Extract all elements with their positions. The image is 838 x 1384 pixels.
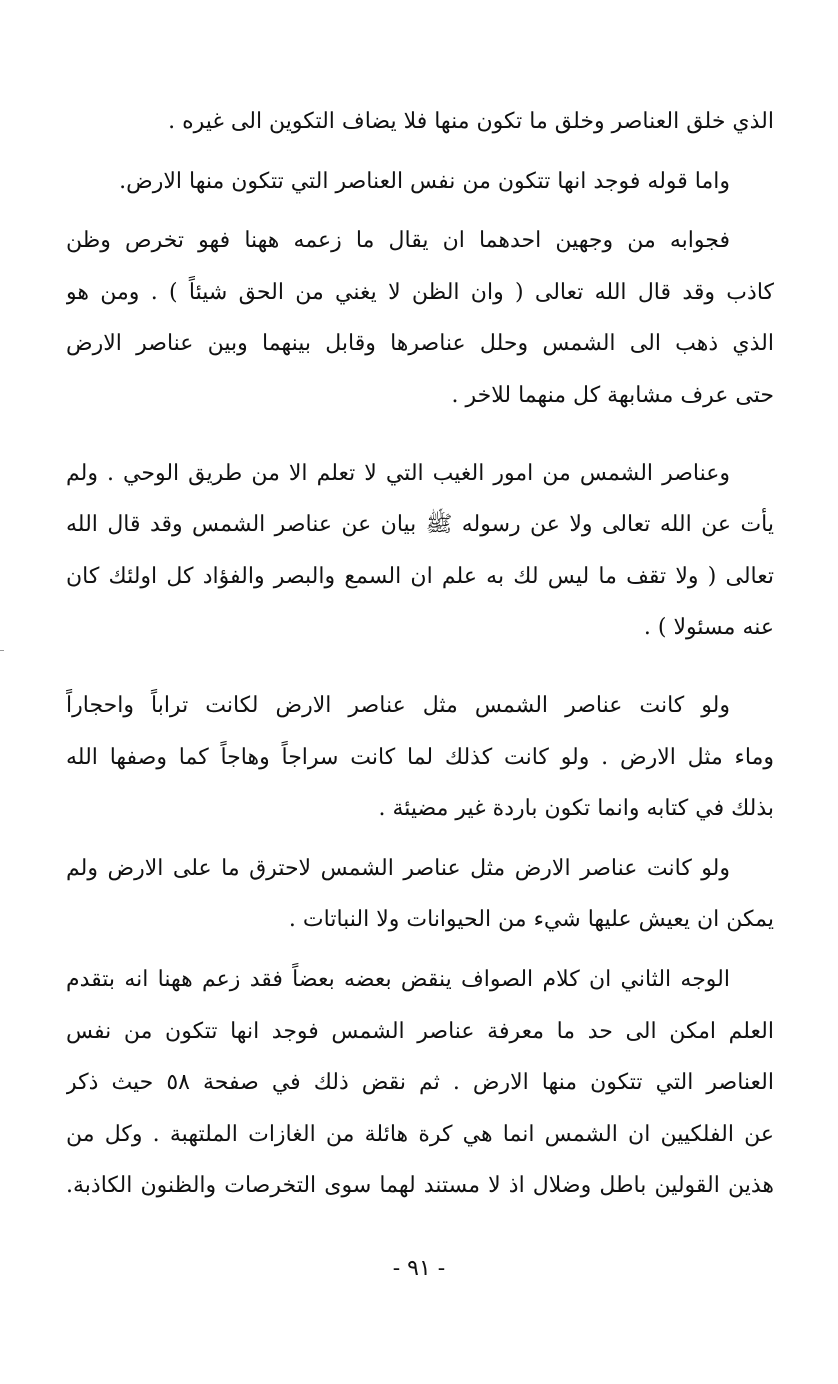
text-line: عنه مسئولا ) . bbox=[643, 615, 774, 641]
page-number: - ٩١ - bbox=[392, 1256, 446, 1281]
text-line: تعالى ( ولا تقف ما ليس لك به علم ان السمع والبصر والفؤاد كل اولئك كان bbox=[66, 563, 774, 589]
paragraph-7 bbox=[66, 954, 774, 1212]
paragraph-6 bbox=[66, 843, 774, 946]
text-line: العلم امكن الى حد ما معرفة عناصر الشمس فوجد انها تتكون من نفس bbox=[66, 1018, 774, 1044]
paragraph-2 bbox=[66, 156, 774, 208]
text-line: يأت عن الله تعالى ولا عن رسوله ﷺ بيان عن عناصر الشمس وقد قال الله bbox=[66, 512, 774, 538]
paragraph-5 bbox=[66, 680, 774, 835]
margin-mark bbox=[0, 650, 4, 651]
text-line: وعناصر الشمس من امور الغيب التي لا تعلم الا من طريق الوحي . ولم bbox=[66, 460, 730, 486]
text-line: بذلك في كتابه وانما تكون باردة غير مضيئة . bbox=[378, 796, 774, 822]
paragraph-3 bbox=[66, 215, 774, 421]
text-line: وماء مثل الارض . ولو كانت كذلك لما كانت سراجاً وهاجاً كما وصفها الله bbox=[66, 744, 774, 770]
text-line: هذين القولين باطل وضلال اذ لا مستند لهما سوى التخرصات والظنون الكاذبة. bbox=[66, 1173, 774, 1199]
text-line: عن الفلكيين ان الشمس انما هي كرة هائلة من الغازات الملتهبة . وكل من bbox=[66, 1121, 774, 1147]
text-line: الذي خلق العناصر وخلق ما تكون منها فلا يضاف التكوين الى غيره . bbox=[168, 109, 774, 134]
text-line: فجوابه من وجهين احدهما ان يقال ما زعمه ههنا فهو تخرص وظن bbox=[66, 228, 730, 254]
text-line: واما قوله فوجد انها تتكون من نفس العناصر التي تتكون منها الارض. bbox=[119, 168, 730, 194]
text-line: حتى عرف مشابهة كل منهما للاخر . bbox=[451, 382, 774, 408]
paragraph-1 bbox=[66, 96, 774, 148]
text-line: يمكن ان يعيش عليها شيء من الحيوانات ولا النباتات . bbox=[288, 907, 774, 933]
text-line: كاذب وقد قال الله تعالى ( وان الظن لا يغني من الحق شيئاً ) . ومن هو bbox=[66, 279, 774, 305]
text-line: الوجه الثاني ان كلام الصواف ينقض بعضه بعضاً فقد زعم ههنا انه بتقدم bbox=[66, 966, 730, 992]
text-line: ولو كانت عناصر الشمس مثل عناصر الارض لكانت تراباً واحجاراً bbox=[66, 692, 730, 718]
page-body-text bbox=[66, 96, 774, 1212]
text-line: الذي ذهب الى الشمس وحلل عناصرها وقابل بينهما وبين عناصر الارض bbox=[66, 331, 774, 357]
text-line: ولو كانت عناصر الارض مثل عناصر الشمس لاحترق ما على الارض ولم bbox=[66, 855, 730, 881]
paragraph-4 bbox=[66, 448, 774, 654]
text-line: العناصر التي تتكون منها الارض . ثم نقض ذلك في صفحة ٥٨ حيث ذكر bbox=[66, 1070, 774, 1096]
